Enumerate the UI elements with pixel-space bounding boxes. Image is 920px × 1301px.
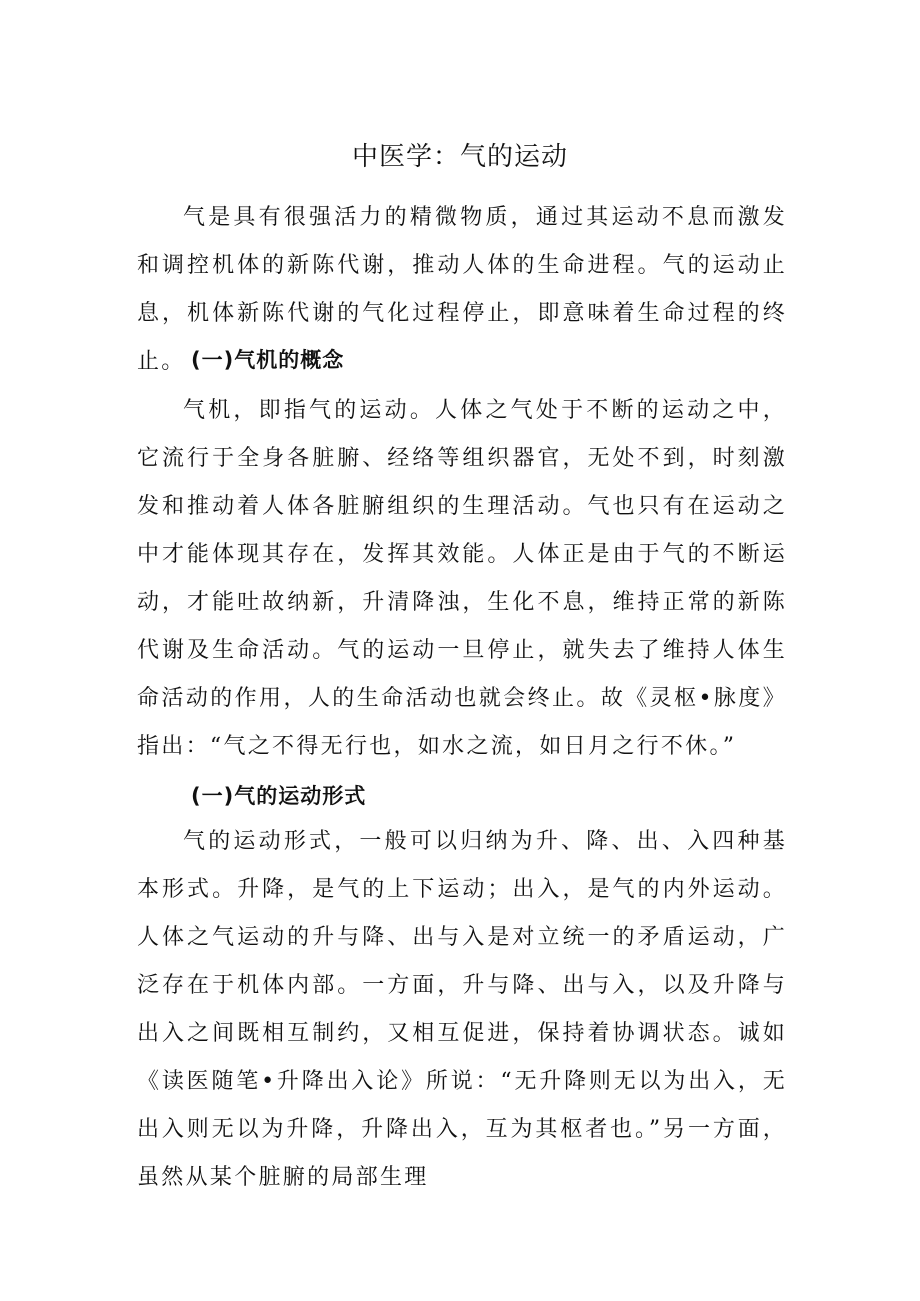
document-title: 中医学：气的运动 bbox=[351, 142, 568, 172]
section-body-qi-movement-forms: 气的运动形式，一般可以归纳为升、降、出、入四种基本形式。升降，是气的上下运动；出入，是气的内外运动。人体之气运动的升与降、出与入是对立统一的矛盾运动，广泛存在于机体内部。一方面，升与降、出与入，以及升降与出入之间既相互制约，又相互促进，保持着协调状态。诚如《读医随笔•升降出入论》所说：“无升降则无以为出入，无出入则无以为升降，升降出入，互为其枢者也。”另一方面，虽然从某个脏腑的局部生理 bbox=[137, 829, 787, 1190]
section-body-qi-mechanism: 气机，即指气的运动。人体之气处于不断的运动之中，它流行于全身各脏腑、经络等组织器官，无处不到，时刻激发和推动着人体各脏腑组织的生理活动。气也只有在运动之中才能体现其存在，发挥其效能。人体正是由于气的不断运动，才能吐故纳新，升清降浊，生化不息，维持正常的新陈代谢及生命活动。气的运动一旦停止，就失去了维持人体生命活动的作用，人的生命活动也就会终止。故《灵枢•脉度》指出：“气之不得无行也，如水之流，如日月之行不休。” bbox=[137, 398, 787, 759]
section-heading-qi-mechanism: (一)气机的概念 bbox=[191, 348, 345, 372]
section-heading-qi-movement-forms: (一)气的运动形式 bbox=[191, 784, 367, 808]
intro-paragraph: 气是具有很强活力的精微物质，通过其运动不息而激发和调控机体的新陈代谢，推动人体的生命进程。气的运动止息，机体新陈代谢的气化过程停止，即意味着生命过程的终止。 bbox=[137, 205, 787, 374]
